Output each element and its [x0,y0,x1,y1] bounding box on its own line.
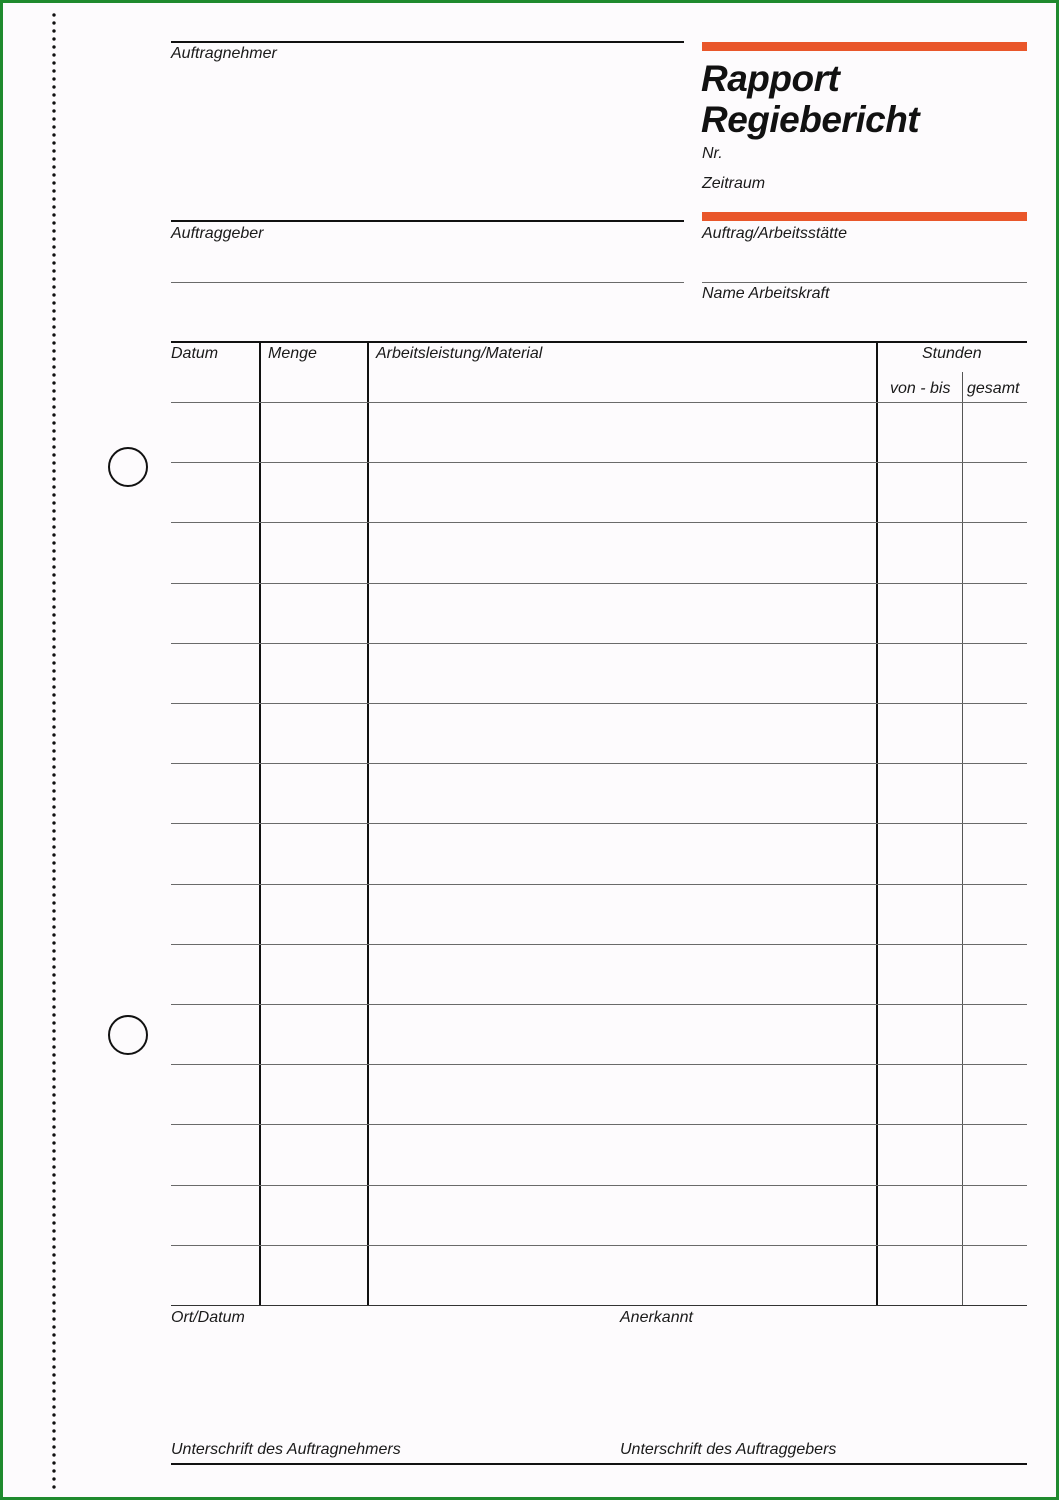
column-header-hours: Stunden [922,345,982,362]
table-row [171,823,1027,824]
accent-bar-bottom [702,212,1027,221]
table-row [171,643,1027,644]
title-line-rapport: Rapport [701,58,840,99]
table-row [171,1124,1027,1125]
accent-bar-top [702,42,1027,51]
column-divider-quantity [367,342,369,1305]
column-header-work-material: Arbeitsleistung/Material [376,345,543,362]
column-divider-hours [962,372,963,1305]
table-top-line [171,341,1027,343]
order-site-label: Auftrag/Arbeitsstätte [702,225,847,242]
title-line-regiebericht: Regiebericht [701,99,920,140]
table-row [171,944,1027,945]
worker-name-label: Name Arbeitskraft [702,285,830,302]
column-header-hours-total: gesamt [967,380,1020,397]
column-divider-date [259,342,261,1305]
table-row [171,1185,1027,1186]
column-header-quantity: Menge [268,345,317,362]
table-bottom-line [171,1305,1027,1306]
table-row [171,583,1027,584]
table-row [171,1245,1027,1246]
client-signature-label: Unterschrift des Auftraggebers [620,1441,837,1458]
column-header-hours-from-to: von - bis [890,380,951,397]
punch-hole-top [108,447,148,487]
table-row [171,402,1027,403]
table-row [171,703,1027,704]
punch-hole-bottom [108,1015,148,1055]
order-site-line [702,282,1027,283]
period-label: Zeitraum [702,175,766,192]
perforation-line [52,11,56,1493]
place-date-label: Ort/Datum [171,1309,245,1326]
table-rows [3,3,1056,1497]
client-label: Auftraggeber [171,225,264,242]
client-top-line [171,220,684,222]
contractor-signature-label: Unterschrift des Auftragnehmers [171,1441,401,1458]
number-label: Nr. [702,145,723,162]
table-row [171,522,1027,523]
table-row [171,1064,1027,1065]
table-row [171,462,1027,463]
contractor-top-line [171,41,684,43]
column-divider-work [876,342,878,1305]
form-title [701,58,919,140]
table-row [171,1004,1027,1005]
client-bottom-line [171,282,684,283]
table-row [171,763,1027,764]
table-row [171,884,1027,885]
contractor-label: Auftragnehmer [171,45,277,62]
signature-line [171,1463,1027,1465]
column-header-date: Datum [171,345,219,362]
acknowledged-label: Anerkannt [620,1309,693,1326]
